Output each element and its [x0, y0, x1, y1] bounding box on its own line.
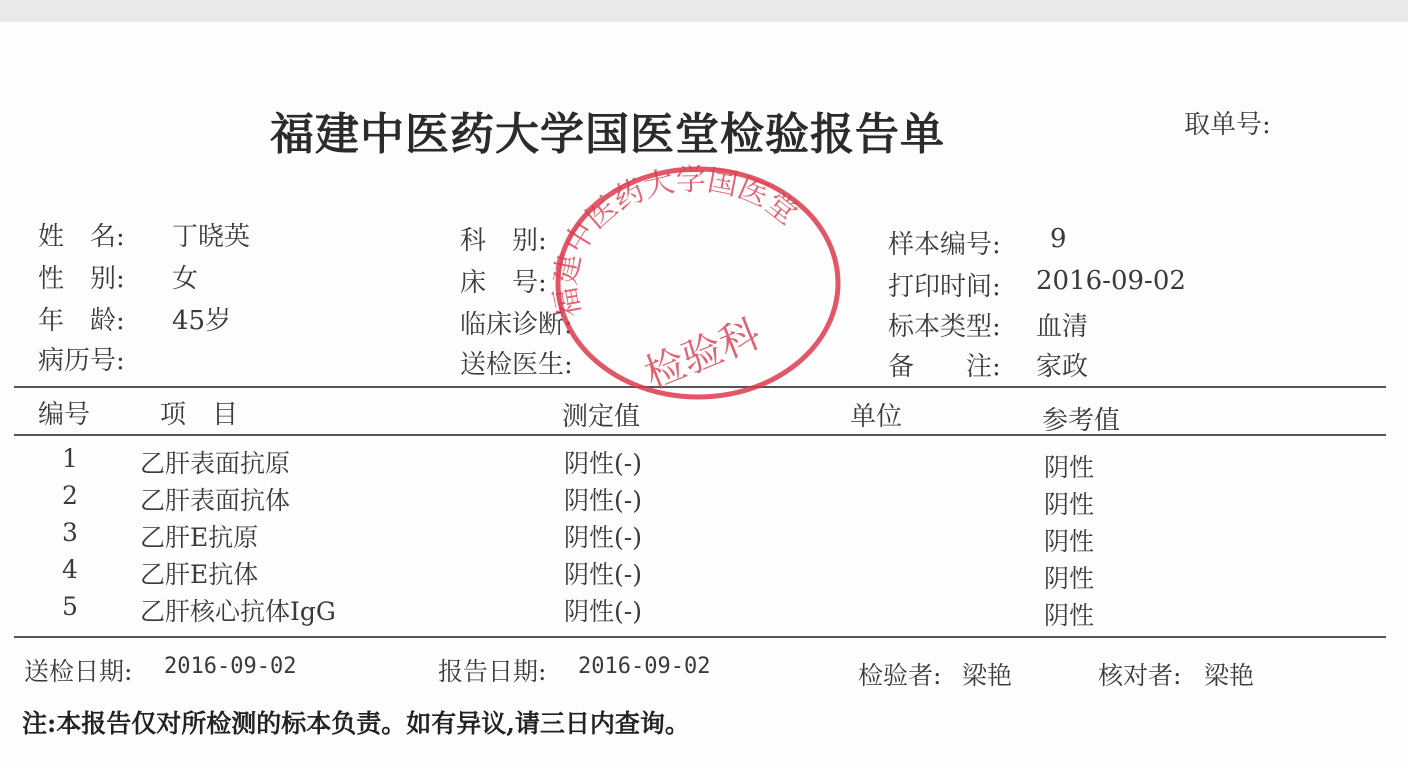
row-ref: 阴性: [1044, 453, 1095, 482]
row-value: 阴性(-): [564, 449, 642, 478]
report-date-label: 报告日期:: [438, 657, 547, 686]
sample-number-value: 9: [1050, 224, 1067, 254]
table-bottom-rule: [14, 636, 1386, 638]
print-time-value: 2016-09-02: [1036, 266, 1186, 296]
col-header-unit: 单位: [850, 402, 903, 432]
col-header-ref: 参考值: [1042, 406, 1121, 436]
remark-label: 备 注:: [888, 352, 1001, 382]
diagnosis-label: 临床诊断:: [460, 310, 573, 340]
age-value: 45岁: [172, 306, 232, 336]
row-ref: 阴性: [1044, 527, 1095, 556]
seal-ring-text: 福建中医药大学国医堂: [548, 162, 804, 321]
row-item: 乙肝E抗原: [140, 523, 259, 552]
record-number-label: 病历号:: [38, 346, 125, 376]
row-value: 阴性(-): [564, 486, 642, 515]
row-no: 2: [62, 481, 78, 510]
row-ref: 阴性: [1044, 490, 1095, 519]
sample-type-value: 血清: [1036, 312, 1089, 342]
col-header-no: 编号: [38, 400, 91, 430]
checker-label: 核对者:: [1098, 661, 1182, 690]
col-header-item: 项 目: [160, 400, 239, 430]
row-ref: 阴性: [1044, 601, 1095, 630]
row-item: 乙肝E抗体: [140, 560, 259, 589]
row-item: 乙肝表面抗原: [140, 449, 291, 478]
name-value: 丁晓英: [172, 222, 251, 252]
row-no: 3: [62, 518, 78, 547]
sample-number-label: 样本编号:: [888, 230, 1001, 260]
table-row: [0, 444, 1408, 481]
row-no: 4: [62, 555, 78, 584]
row-item: 乙肝核心抗体IgG: [140, 597, 336, 626]
row-no: 1: [62, 444, 78, 473]
tester-label: 检验者:: [858, 661, 942, 690]
age-label: 年 龄:: [38, 306, 125, 336]
header-bottom-rule: [14, 434, 1386, 436]
table-row: [0, 518, 1408, 555]
doctor-label: 送检医生:: [460, 350, 573, 380]
seal-center-text: 检验科: [638, 310, 767, 399]
row-value: 阴性(-): [564, 523, 642, 552]
print-time-label: 打印时间:: [888, 272, 1001, 302]
table-row: [0, 555, 1408, 592]
bed-label: 床 号:: [460, 268, 547, 298]
tester-value: 梁艳: [962, 661, 1013, 690]
sex-label: 性 别:: [38, 264, 125, 294]
row-item: 乙肝表面抗体: [140, 486, 291, 515]
col-header-value: 测定值: [562, 402, 641, 432]
row-value: 阴性(-): [564, 597, 642, 626]
sample-type-label: 标本类型:: [888, 312, 1001, 342]
checker-value: 梁艳: [1204, 661, 1255, 690]
report-date-value: 2016-09-02: [578, 654, 711, 679]
department-label: 科 别:: [460, 226, 547, 256]
pickup-number-label: 取单号:: [1184, 110, 1271, 140]
remark-value: 家政: [1036, 352, 1089, 382]
table-row: [0, 481, 1408, 518]
header-top-rule: [14, 386, 1386, 388]
sex-value: 女: [172, 264, 199, 294]
report-title: 福建中医药大学国医堂检验报告单: [270, 109, 945, 160]
row-ref: 阴性: [1044, 564, 1095, 593]
disclaimer-note: 注:本报告仅对所检测的标本负责。如有异议,请三日内查询。: [22, 709, 690, 738]
submit-date-value: 2016-09-02: [164, 654, 297, 679]
table-row: [0, 592, 1408, 629]
row-value: 阴性(-): [564, 560, 642, 589]
submit-date-label: 送检日期:: [24, 657, 133, 686]
row-no: 5: [62, 592, 78, 621]
name-label: 姓 名:: [38, 222, 125, 252]
